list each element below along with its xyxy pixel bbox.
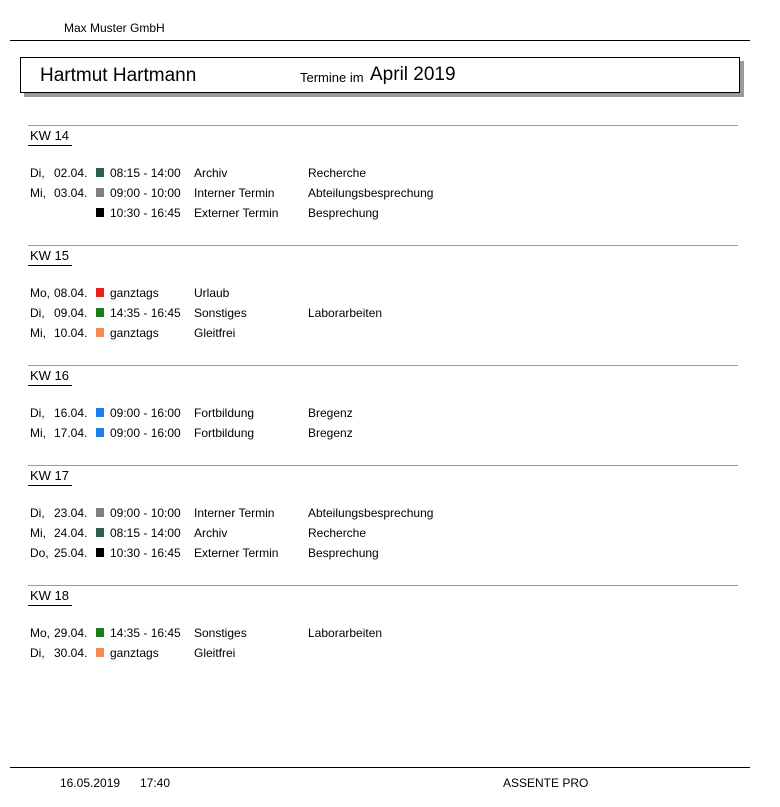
category-color-marker bbox=[96, 328, 104, 337]
appointment-weekday: Do, bbox=[30, 546, 49, 560]
appointment-row bbox=[0, 546, 780, 566]
appointment-description: Bregenz bbox=[308, 406, 353, 420]
appointment-category: Archiv bbox=[194, 166, 228, 180]
category-color-marker bbox=[96, 548, 104, 557]
appointment-weekday: Di, bbox=[30, 506, 45, 520]
appointment-time: 09:00 - 10:00 bbox=[110, 186, 181, 200]
category-color-marker bbox=[96, 528, 104, 537]
week-label-underline bbox=[28, 145, 72, 146]
appointment-category: Sonstiges bbox=[194, 626, 247, 640]
week-label-underline bbox=[28, 385, 72, 386]
appointment-weekday: Di, bbox=[30, 306, 45, 320]
appointment-description: Abteilungsbesprechung bbox=[308, 506, 434, 520]
appointment-category: Fortbildung bbox=[194, 426, 255, 440]
appointment-category: Archiv bbox=[194, 526, 228, 540]
appointment-date: 02.04. bbox=[54, 166, 88, 180]
appointment-weekday: Mi, bbox=[30, 426, 46, 440]
appointment-time: 10:30 - 16:45 bbox=[110, 546, 181, 560]
category-color-marker bbox=[96, 288, 104, 297]
category-color-marker bbox=[96, 188, 104, 197]
appointment-date: 25.04. bbox=[54, 546, 88, 560]
footer-product: ASSENTE PRO bbox=[503, 776, 589, 790]
report-month: April 2019 bbox=[370, 64, 456, 85]
appointment-category: Sonstiges bbox=[194, 306, 247, 320]
appointment-time: 10:30 - 16:45 bbox=[110, 206, 181, 220]
appointment-category: Externer Termin bbox=[194, 206, 279, 220]
week-label: KW 17 bbox=[30, 468, 70, 483]
week-separator bbox=[28, 365, 738, 366]
appointment-weekday: Mo, bbox=[30, 626, 51, 640]
week-separator bbox=[28, 585, 738, 586]
appointment-category: Gleitfrei bbox=[194, 646, 236, 660]
week-label-underline bbox=[28, 605, 72, 606]
footer-divider bbox=[10, 767, 750, 768]
appointment-date: 23.04. bbox=[54, 506, 88, 520]
appointment-row bbox=[0, 286, 780, 306]
appointment-weekday: Mi, bbox=[30, 326, 46, 340]
appointment-time: 14:35 - 16:45 bbox=[110, 626, 181, 640]
week-label-underline bbox=[28, 265, 72, 266]
appointment-date: 29.04. bbox=[54, 626, 88, 640]
appointment-time: ganztags bbox=[110, 326, 159, 340]
week-label: KW 15 bbox=[30, 248, 70, 263]
appointment-category: Fortbildung bbox=[194, 406, 255, 420]
appointment-date: 17.04. bbox=[54, 426, 88, 440]
week-label-underline bbox=[28, 485, 72, 486]
category-color-marker bbox=[96, 168, 104, 177]
appointment-row bbox=[0, 506, 780, 526]
appointment-time: ganztags bbox=[110, 286, 159, 300]
appointment-category: Interner Termin bbox=[194, 506, 275, 520]
appointment-date: 16.04. bbox=[54, 406, 88, 420]
appointment-row bbox=[0, 306, 780, 326]
appointment-date: 03.04. bbox=[54, 186, 88, 200]
appointment-category: Externer Termin bbox=[194, 546, 279, 560]
category-color-marker bbox=[96, 308, 104, 317]
category-color-marker bbox=[96, 208, 104, 217]
company-name: Max Muster GmbH bbox=[64, 21, 165, 35]
appointment-date: 08.04. bbox=[54, 286, 88, 300]
header-divider bbox=[10, 40, 750, 41]
appointment-time: 09:00 - 10:00 bbox=[110, 506, 181, 520]
appointment-date: 30.04. bbox=[54, 646, 88, 660]
week-label: KW 14 bbox=[30, 128, 70, 143]
appointment-description: Bregenz bbox=[308, 426, 353, 440]
week-label: KW 16 bbox=[30, 368, 70, 383]
appointment-description: Besprechung bbox=[308, 206, 379, 220]
termine-label: Termine im bbox=[300, 70, 364, 85]
category-color-marker bbox=[96, 508, 104, 517]
appointment-description: Recherche bbox=[308, 166, 367, 180]
report-title-box bbox=[20, 57, 740, 93]
appointment-date: 10.04. bbox=[54, 326, 88, 340]
employee-name: Hartmut Hartmann bbox=[40, 65, 197, 86]
appointment-row bbox=[0, 326, 780, 346]
appointment-weekday: Mi, bbox=[30, 526, 46, 540]
week-separator bbox=[28, 465, 738, 466]
category-color-marker bbox=[96, 408, 104, 417]
week-separator bbox=[28, 125, 738, 126]
appointment-description: Besprechung bbox=[308, 546, 379, 560]
week-separator bbox=[28, 245, 738, 246]
appointment-description: Laborarbeiten bbox=[308, 306, 383, 320]
appointment-row bbox=[0, 186, 780, 206]
appointment-time: ganztags bbox=[110, 646, 159, 660]
appointment-row bbox=[0, 526, 780, 546]
appointment-row bbox=[0, 646, 780, 666]
appointment-time: 14:35 - 16:45 bbox=[110, 306, 181, 320]
appointment-row bbox=[0, 426, 780, 446]
appointment-description: Recherche bbox=[308, 526, 367, 540]
appointment-time: 08:15 - 14:00 bbox=[110, 526, 181, 540]
appointment-time: 09:00 - 16:00 bbox=[110, 426, 181, 440]
appointment-category: Gleitfrei bbox=[194, 326, 236, 340]
appointment-row bbox=[0, 626, 780, 646]
appointment-weekday: Mo, bbox=[30, 286, 51, 300]
appointment-category: Interner Termin bbox=[194, 186, 275, 200]
appointment-weekday: Mi, bbox=[30, 186, 46, 200]
appointment-row bbox=[0, 206, 780, 226]
appointment-weekday: Di, bbox=[30, 646, 45, 660]
appointment-row bbox=[0, 406, 780, 426]
appointment-weekday: Di, bbox=[30, 166, 45, 180]
category-color-marker bbox=[96, 428, 104, 437]
footer-time: 17:40 bbox=[140, 776, 171, 790]
appointment-date: 09.04. bbox=[54, 306, 88, 320]
appointment-time: 08:15 - 14:00 bbox=[110, 166, 181, 180]
appointment-row bbox=[0, 166, 780, 186]
week-label: KW 18 bbox=[30, 588, 70, 603]
appointment-time: 09:00 - 16:00 bbox=[110, 406, 181, 420]
footer-date: 16.05.2019 bbox=[60, 776, 121, 790]
appointment-category: Urlaub bbox=[194, 286, 230, 300]
category-color-marker bbox=[96, 648, 104, 657]
appointment-date: 24.04. bbox=[54, 526, 88, 540]
appointment-description: Abteilungsbesprechung bbox=[308, 186, 434, 200]
appointment-description: Laborarbeiten bbox=[308, 626, 383, 640]
category-color-marker bbox=[96, 628, 104, 637]
appointment-weekday: Di, bbox=[30, 406, 45, 420]
